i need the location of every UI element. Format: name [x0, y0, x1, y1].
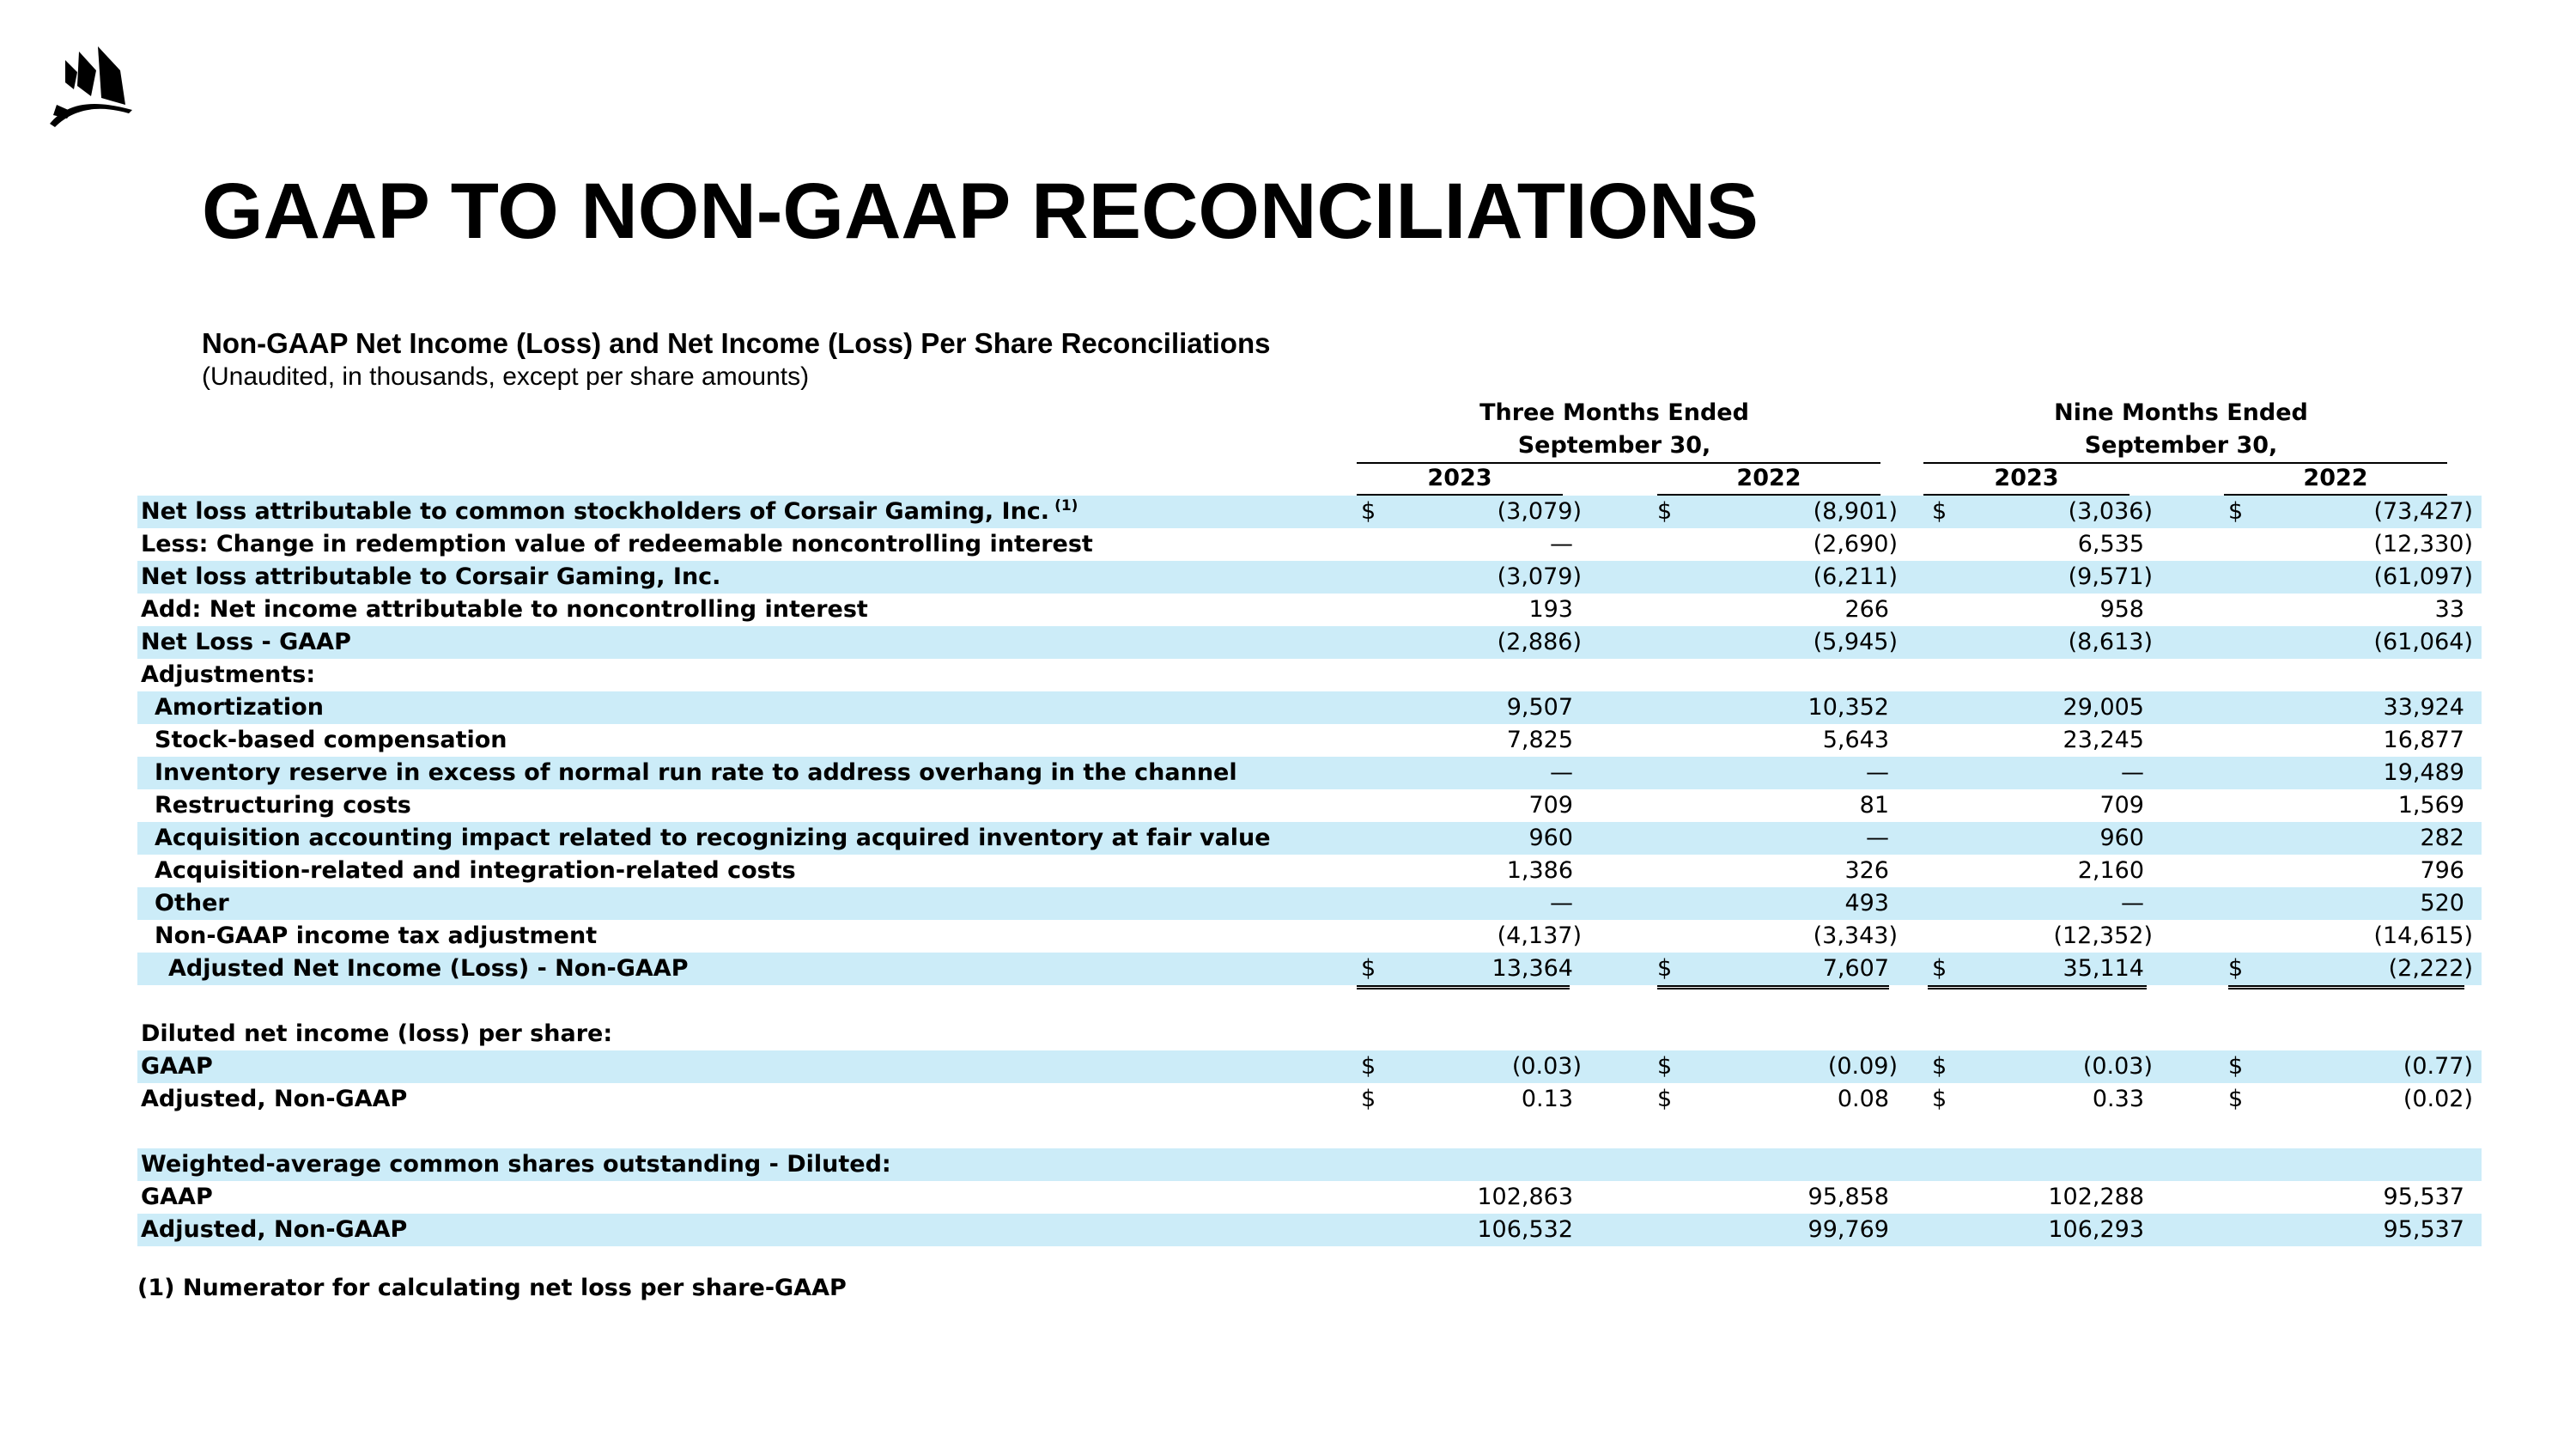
value-cell: 23,245 [2063, 727, 2144, 753]
value-cell: 0.33 [2092, 1086, 2144, 1112]
value-cell: (0.03) [1511, 1053, 1582, 1080]
value-cell: 95,537 [2383, 1216, 2464, 1243]
value-cell: 709 [2099, 792, 2144, 819]
value-cell: 106,532 [1477, 1216, 1573, 1243]
value-cell: — [1550, 531, 1573, 557]
value-cell: 958 [2099, 596, 2144, 623]
value-cell: 81 [1859, 792, 1889, 819]
currency-symbol: $ [1932, 955, 1947, 982]
currency-symbol: $ [1932, 1053, 1947, 1080]
currency-symbol: $ [2228, 1086, 2244, 1112]
value-cell: — [1866, 759, 1889, 786]
value-cell: (61,064) [2373, 629, 2473, 655]
value-cell: 796 [2420, 857, 2464, 884]
row-label: Inventory reserve in excess of normal run rate to address overhang in the channel [155, 759, 1237, 786]
table-row [137, 659, 2482, 691]
currency-symbol: $ [1361, 1053, 1376, 1080]
value-cell: (9,571) [2068, 563, 2153, 590]
table-row [137, 855, 2482, 887]
value-cell: 6,535 [2077, 531, 2144, 557]
table-row [137, 594, 2482, 626]
value-cell: (3,079) [1497, 498, 1582, 525]
value-cell: 282 [2420, 825, 2464, 851]
table-row [137, 822, 2482, 855]
currency-symbol: $ [1657, 1086, 1673, 1112]
page-title: GAAP TO NON-GAAP RECONCILIATIONS [202, 167, 1759, 255]
table-row [137, 1181, 2482, 1214]
value-cell: 2,160 [2077, 857, 2144, 884]
table-row [137, 953, 2482, 985]
value-cell: (3,343) [1813, 922, 1898, 949]
table-row [137, 920, 2482, 953]
value-cell: 0.13 [1521, 1086, 1573, 1112]
table-row [137, 496, 2482, 528]
value-cell: 9,507 [1506, 694, 1573, 721]
value-cell: 19,489 [2383, 759, 2464, 786]
table-row [137, 757, 2482, 789]
value-cell: (12,330) [2373, 531, 2473, 557]
value-cell: (4,137) [1497, 922, 1582, 949]
value-cell: — [2121, 759, 2144, 786]
currency-symbol: $ [1657, 498, 1673, 525]
value-cell: 266 [1844, 596, 1889, 623]
value-cell: (3,079) [1497, 563, 1582, 590]
row-label: Net Loss - GAAP [141, 629, 351, 655]
year-header: 2023 [1427, 465, 1492, 491]
value-cell: (0.02) [2403, 1086, 2473, 1112]
value-cell: 960 [1528, 825, 1573, 851]
value-cell: 102,288 [2048, 1184, 2144, 1210]
currency-symbol: $ [1657, 1053, 1673, 1080]
value-cell: 16,877 [2383, 727, 2464, 753]
table-row [137, 1148, 2482, 1181]
three-months-period: September 30, [1517, 432, 1711, 459]
value-cell: 95,858 [1807, 1184, 1889, 1210]
year-header: 2023 [1994, 465, 2059, 491]
value-cell: (8,901) [1813, 498, 1898, 525]
value-cell: (0.77) [2403, 1053, 2473, 1080]
currency-symbol: $ [1657, 955, 1673, 982]
currency-symbol: $ [1932, 1086, 1947, 1112]
value-cell: — [2121, 890, 2144, 916]
value-cell: 7,825 [1506, 727, 1573, 753]
value-cell: (61,097) [2373, 563, 2473, 590]
row-label: GAAP [141, 1053, 213, 1080]
table-row [137, 1018, 2482, 1050]
currency-symbol: $ [1932, 498, 1947, 525]
value-cell: — [1550, 890, 1573, 916]
three-months-header: Three Months Ended [1479, 399, 1749, 426]
row-label: Less: Change in redemption value of redeemable noncontrolling interest [141, 531, 1093, 557]
row-label: Other [155, 890, 229, 916]
currency-symbol: $ [1361, 1086, 1376, 1112]
row-label: Amortization [155, 694, 324, 721]
currency-symbol: $ [2228, 955, 2244, 982]
currency-symbol: $ [1361, 955, 1376, 982]
value-cell: 95,537 [2383, 1184, 2464, 1210]
value-cell: (12,352) [2053, 922, 2153, 949]
value-cell: 5,643 [1822, 727, 1889, 753]
value-cell: (73,427) [2373, 498, 2473, 525]
value-cell: 493 [1844, 890, 1889, 916]
value-cell: 102,863 [1477, 1184, 1573, 1210]
currency-symbol: $ [2228, 498, 2244, 525]
row-label: Adjusted Net Income (Loss) - Non-GAAP [168, 955, 689, 982]
value-cell: 35,114 [2063, 955, 2144, 982]
table-row [137, 1083, 2482, 1116]
table-row [137, 1214, 2482, 1246]
value-cell: 33 [2434, 596, 2464, 623]
corsair-sails-logo-icon [48, 45, 134, 127]
value-cell: 0.08 [1837, 1086, 1889, 1112]
row-label: Weighted-average common shares outstanding - Diluted: [141, 1151, 891, 1178]
value-cell: 709 [1528, 792, 1573, 819]
value-cell: (3,036) [2068, 498, 2153, 525]
currency-symbol: $ [1361, 498, 1376, 525]
table-row [137, 561, 2482, 594]
value-cell: 7,607 [1822, 955, 1889, 982]
row-label: Net loss attributable to common stockholders of Corsair Gaming, Inc. $^{(1)}$ [141, 497, 1078, 525]
row-label: Adjustments: [141, 661, 316, 688]
value-cell: (8,613) [2068, 629, 2153, 655]
row-label: Restructuring costs [155, 792, 411, 819]
value-cell: 10,352 [1807, 694, 1889, 721]
value-cell: 33,924 [2383, 694, 2464, 721]
value-cell: 193 [1528, 596, 1573, 623]
row-label: Net loss attributable to Corsair Gaming, Inc. [141, 563, 721, 590]
footnote-marker: (1) [1054, 497, 1078, 514]
year-header: 2022 [2303, 465, 2368, 491]
value-cell: 1,386 [1506, 857, 1573, 884]
value-cell: 99,769 [1807, 1216, 1889, 1243]
value-cell: 13,364 [1492, 955, 1573, 982]
value-cell: 326 [1844, 857, 1889, 884]
value-cell: — [1550, 759, 1573, 786]
value-cell: 29,005 [2063, 694, 2144, 721]
row-label: Stock-based compensation [155, 727, 507, 753]
year-header: 2022 [1736, 465, 1801, 491]
row-label: Add: Net income attributable to noncontrolling interest [141, 596, 868, 623]
value-cell: 106,293 [2048, 1216, 2144, 1243]
row-label: Adjusted, Non-GAAP [141, 1086, 408, 1112]
table-row [137, 1050, 2482, 1083]
value-cell: (2,886) [1497, 629, 1582, 655]
nine-months-period: September 30, [2084, 432, 2278, 459]
value-cell: — [1866, 825, 1889, 851]
section-subnote: (Unaudited, in thousands, except per share amounts) [202, 362, 810, 391]
footnote: (1) Numerator for calculating net loss per share-GAAP [137, 1275, 847, 1301]
table-row [137, 789, 2482, 822]
row-label: Acquisition-related and integration-related costs [155, 857, 796, 884]
value-cell: (14,615) [2373, 922, 2473, 949]
table-row [137, 691, 2482, 724]
row-label: Adjusted, Non-GAAP [141, 1216, 408, 1243]
row-label: Acquisition accounting impact related to recognizing acquired inventory at fair value [155, 825, 1271, 851]
row-label: GAAP [141, 1184, 213, 1210]
value-cell: (2,690) [1813, 531, 1898, 557]
nine-months-header: Nine Months Ended [2054, 399, 2308, 426]
value-cell: (0.09) [1827, 1053, 1898, 1080]
section-subtitle: Non-GAAP Net Income (Loss) and Net Income (Loss) Per Share Reconciliations [202, 327, 1271, 359]
value-cell: (5,945) [1813, 629, 1898, 655]
value-cell: 520 [2420, 890, 2464, 916]
value-cell: 960 [2099, 825, 2144, 851]
value-cell: (2,222) [2388, 955, 2473, 982]
value-cell: 1,569 [2397, 792, 2464, 819]
table-row [137, 724, 2482, 757]
value-cell: (6,211) [1813, 563, 1898, 590]
table-row [137, 626, 2482, 659]
table-row [137, 528, 2482, 561]
value-cell: (0.03) [2082, 1053, 2153, 1080]
row-label: Diluted net income (loss) per share: [141, 1020, 613, 1047]
currency-symbol: $ [2228, 1053, 2244, 1080]
row-label: Non-GAAP income tax adjustment [155, 922, 598, 949]
table-row [137, 887, 2482, 920]
